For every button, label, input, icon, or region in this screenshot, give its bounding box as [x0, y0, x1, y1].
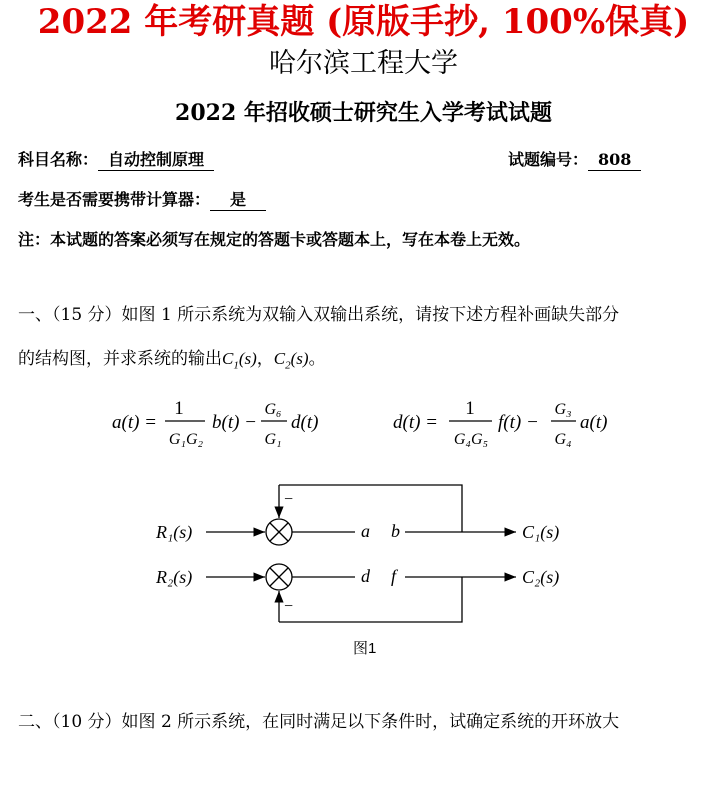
eq2-lhs: d(t) =: [393, 412, 439, 433]
q2-line1: 二、（10 分）如图 2 所示系统，在同时满足以下条件时，试确定系统的开环放大: [18, 712, 620, 732]
code-label: 试题编号：: [508, 150, 589, 169]
calculator-value: 是: [210, 190, 266, 211]
subject-value: 自动控制原理: [98, 150, 214, 171]
q1-end: 。: [308, 349, 326, 369]
subject-label: 科目名称：: [18, 150, 99, 169]
eq2-frac1-den: G₄G₅: [453, 431, 489, 448]
label-d: d: [361, 566, 370, 586]
eq2-frac2-den: G₄: [554, 431, 572, 448]
label-r1: R₁(s): [156, 522, 193, 542]
feedback-1-line: [279, 485, 462, 532]
label-r2: R₂(s): [156, 567, 193, 587]
minus-sign-bottom: −: [284, 598, 294, 615]
calculator-label: 考生是否需要携带计算器：: [18, 190, 211, 209]
q1-sep: ，: [256, 349, 274, 369]
eq2-frac2-num: G₃: [554, 401, 572, 418]
minus-sign-top: −: [284, 491, 294, 508]
exam-title: 2022 年招收硕士研究生入学考试试题: [175, 100, 552, 126]
block-diagram: [206, 485, 516, 622]
q1-line1: 一、（15 分）如图 1 所示系统为双输入双输出系统，请按下述方程补画缺失部分: [18, 305, 620, 325]
feedback-2-line: [279, 577, 462, 622]
q1-line2-prefix: 的结构图，并求系统的输出: [18, 349, 222, 369]
notice: 注：本试题的答案必须写在规定的答题卡或答题本上，写在本卷上无效。: [18, 230, 531, 249]
eq1-lhs: a(t) =: [112, 412, 158, 433]
eq2-tail: a(t): [580, 412, 608, 433]
eq1-frac1-num: 1: [174, 398, 184, 419]
eq1-mid: b(t) −: [212, 412, 258, 433]
eq1-frac1-den: G₁G₂: [168, 431, 204, 448]
equation-2: [393, 398, 607, 448]
equation-1: [112, 398, 318, 448]
code-value: 808: [588, 150, 641, 171]
label-c1: C₁(s): [522, 522, 560, 542]
figure-caption: 图1: [353, 640, 377, 657]
q1-c2: $C_2(s)$: [273, 349, 309, 372]
eq2-frac1-num: 1: [465, 398, 475, 419]
q1-c1: $C_1(s)$: [222, 349, 257, 372]
label-a: a: [361, 521, 370, 541]
eq1-tail: d(t): [291, 412, 319, 433]
label-f: f: [391, 566, 397, 586]
eq1-frac2-num: G₆: [264, 401, 282, 418]
label-b: b: [391, 521, 400, 541]
eq2-mid: f(t) −: [498, 412, 539, 433]
banner-title: 2022 年考研真题 (原版手抄, 100%保真): [37, 2, 690, 42]
label-c2: C₂(s): [522, 567, 560, 587]
eq1-frac2-den: G₁: [264, 431, 282, 448]
school-name: 哈尔滨工程大学: [269, 48, 458, 79]
